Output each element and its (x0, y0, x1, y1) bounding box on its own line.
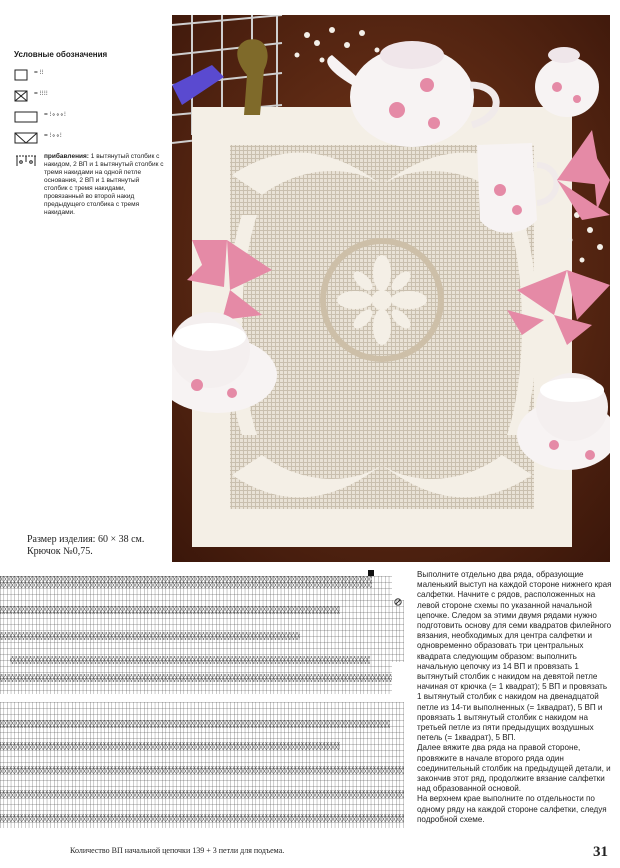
doily-photo-illustration (172, 15, 610, 562)
legend-symbol-text: = ⁝⁝⁝⁝ (34, 90, 48, 97)
instructions-paragraph: Далее вяжите два ряда на правой стороне, провяжите в начале второго ряда один соединительный столбик на предыдущей детали, и закончив этот ряд, продолжите вязание салфетки над образованной основой. (417, 743, 611, 794)
legend-row-chain (14, 111, 164, 123)
page-number: 31 (593, 844, 608, 860)
increase-symbol-icon (14, 153, 38, 167)
legend (14, 50, 164, 226)
increase-text: 1 вытянутый столбик с накидом, 2 ВП и 1 вытянутый столбик с тремя накидами на одной петле основания, 2 ВП и 1 вытянутый столбик с тремя накидами, провязанный во второй накид предыдущего столбика с тремя накидами. (44, 153, 164, 216)
instructions (417, 570, 612, 825)
filled-square-icon (14, 90, 28, 102)
legend-row-v (14, 132, 164, 144)
legend-row-increase (14, 153, 164, 217)
legend-row-empty (14, 69, 164, 81)
legend-symbol-text: = ⁝∘∘∘⁝ (44, 111, 66, 118)
legend-symbol-text: = ⁝∘∘⁝ (44, 132, 62, 139)
v-shape-icon (14, 132, 38, 144)
chain-square-icon (14, 111, 38, 123)
chart-caption: Количество ВП начальной цепочки 139 + 3 петли для подъема. (70, 846, 285, 855)
legend-row-filled (14, 90, 164, 102)
item-size: Размер изделия: 60 × 38 см. (27, 534, 145, 545)
empty-square-icon (14, 69, 28, 81)
doily-photo (172, 15, 610, 562)
size-info (27, 534, 144, 558)
crochet-chart-grid (0, 570, 410, 838)
hook-size: Крючок №0,75. (27, 546, 93, 557)
instructions-paragraph: На верхнем крае выполните по отдельности по одному ряду на каждой стороне салфетки, следуя подробной схеме. (417, 794, 607, 824)
instructions-paragraph: Выполните отдельно два ряда, образующие маленький выступ на каждой стороне нижнего края салфетки. Начните с рядов, расположенных на левой стороне схемы по указанной начальной цепочке. Следом за этими двумя рядами нужно подготовить основу для семи квадратов филейного вязания, необходимых для центра салфетки и одновременно образовать три центральных квадрата следующим образом: выполнить начальную цепочку из 14 ВП и провязать 1 вытянутый столбик с накидом на девятой петле начиная от крючка (= 1 квадрат); 5 ВП и провязать 1 вытянутый столбик с накидом на двенадцатой петле из 14-ти выполненных (= 1квадрат), 5 ВП и провязать 1 вытянутый столбик с накидом на третьей петле из пяти предыдущих воздушных петель (= 1квадрат), 5 ВП. (417, 570, 612, 743)
increase-label: прибавления: (44, 153, 89, 160)
legend-symbol-text: = ⁝⁝ (34, 69, 44, 76)
legend-title: Условные обозначения (14, 50, 108, 59)
crochet-chart (0, 570, 410, 838)
